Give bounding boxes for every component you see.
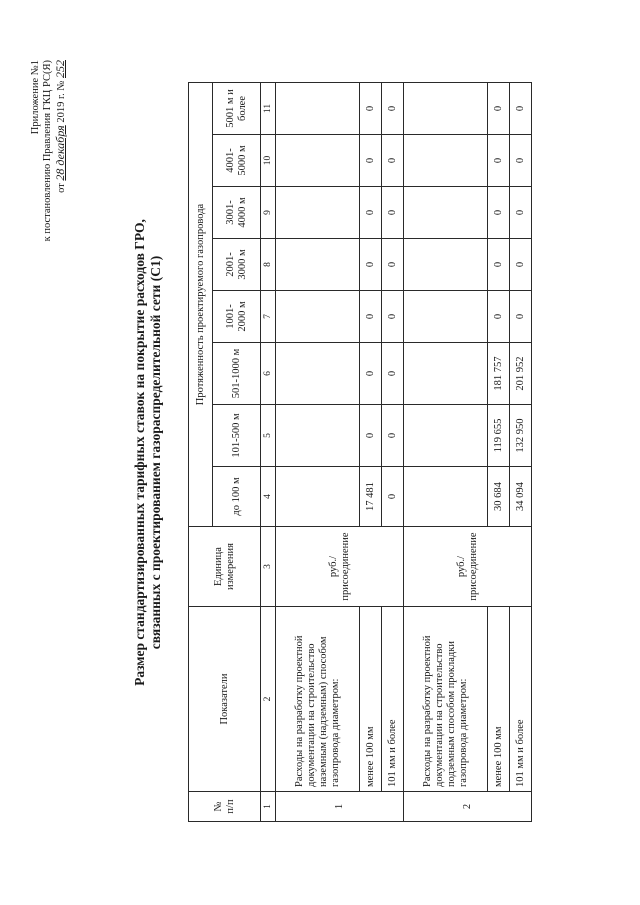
title-line-1: Размер стандартизированных тарифных ставок на покрытие расходов ГРО, [132,219,147,686]
column-index: 3 [261,527,276,607]
appendix-date-handwritten: 28 декабря [53,125,67,181]
appendix-number-handwritten: 252 [53,60,67,78]
value-cell: 0 [360,239,382,291]
value-cell: 0 [510,239,532,291]
value-cell: 201 952 [510,343,532,405]
value-cell: 0 [382,83,404,135]
value-cell: 0 [488,187,510,239]
value-cell: 0 [488,135,510,187]
group-title: Расходы на разработку проектной документации на строительство наземным (надземным) способом газопровода диаметром: [276,607,360,792]
value-cell: 0 [360,135,382,187]
header-range: до 100 м [213,467,261,527]
header-range: 4001-5000 м [213,135,261,187]
table-row [276,83,360,822]
group-number: 1 [276,792,404,822]
appendix-date-prefix: от [56,183,67,193]
value-cell: 0 [510,135,532,187]
table-row [404,83,488,822]
column-index: 5 [261,405,276,467]
header-range: 101-500 м [213,405,261,467]
column-index: 9 [261,187,276,239]
tariff-table [188,82,532,822]
header-range: 1001-2000 м [213,291,261,343]
value-cell: 34 094 [510,467,532,527]
table-row [360,83,382,822]
column-index: 8 [261,239,276,291]
appendix-date-line [54,60,68,241]
header-range: 3001-4000 м [213,187,261,239]
appendix-date-year: 2019 г. № [56,80,67,123]
diameter-label: 101 мм и более [510,607,532,792]
header-range: 501-1000 м [213,343,261,405]
value-cell: 0 [510,187,532,239]
value-cell: 0 [488,239,510,291]
column-index: 10 [261,135,276,187]
unit-cell: руб./ присоединение [404,527,532,607]
value-cell: 0 [382,467,404,527]
table-row [510,83,532,822]
column-index: 11 [261,83,276,135]
column-index-row [261,83,276,822]
value-cell: 0 [360,83,382,135]
header-num: № п/п [189,792,261,822]
table-row [488,83,510,822]
value-cell: 132 950 [510,405,532,467]
value-cell: 119 655 [488,405,510,467]
column-index: 7 [261,291,276,343]
header-range: 2001-3000 м [213,239,261,291]
group-title: Расходы на разработку проектной документации на строительство подземным способом прокладки газопровода диаметром: [404,607,488,792]
column-index: 6 [261,343,276,405]
value-cell: 0 [382,343,404,405]
header-unit: Единица измерения [189,527,261,607]
title-line-2: связанных с проектированием газораспределительной сети (С1) [148,255,163,650]
appendix-header [30,60,68,241]
value-cell: 0 [360,343,382,405]
value-cell: 0 [382,239,404,291]
diameter-label: менее 100 мм [488,607,510,792]
table-row [382,83,404,822]
value-cell: 0 [488,83,510,135]
value-cell: 0 [382,405,404,467]
value-cell: 0 [382,187,404,239]
header-indicator: Показатели [189,607,261,792]
value-cell: 0 [360,187,382,239]
value-cell: 0 [360,405,382,467]
value-cell: 0 [360,291,382,343]
column-index: 1 [261,792,276,822]
unit-cell: руб./ присоединение [276,527,404,607]
header-length-group: Протяженность проектируемого газопровода [189,83,213,527]
appendix-resolution: к постановлению Правления ГКЦ РС(Я) [42,60,53,242]
value-cell: 181 757 [488,343,510,405]
value-cell: 0 [488,291,510,343]
value-cell: 0 [382,291,404,343]
value-cell: 0 [382,135,404,187]
column-index: 2 [261,607,276,792]
appendix-number: Приложение №1 [30,60,41,135]
value-cell: 17 481 [360,467,382,527]
group-number: 2 [404,792,532,822]
document-title [132,0,164,905]
diameter-label: менее 100 мм [360,607,382,792]
header-range: 5001 м и более [213,83,261,135]
value-cell: 0 [510,291,532,343]
value-cell: 30 684 [488,467,510,527]
value-cell: 0 [510,83,532,135]
diameter-label: 101 мм и более [382,607,404,792]
column-index: 4 [261,467,276,527]
